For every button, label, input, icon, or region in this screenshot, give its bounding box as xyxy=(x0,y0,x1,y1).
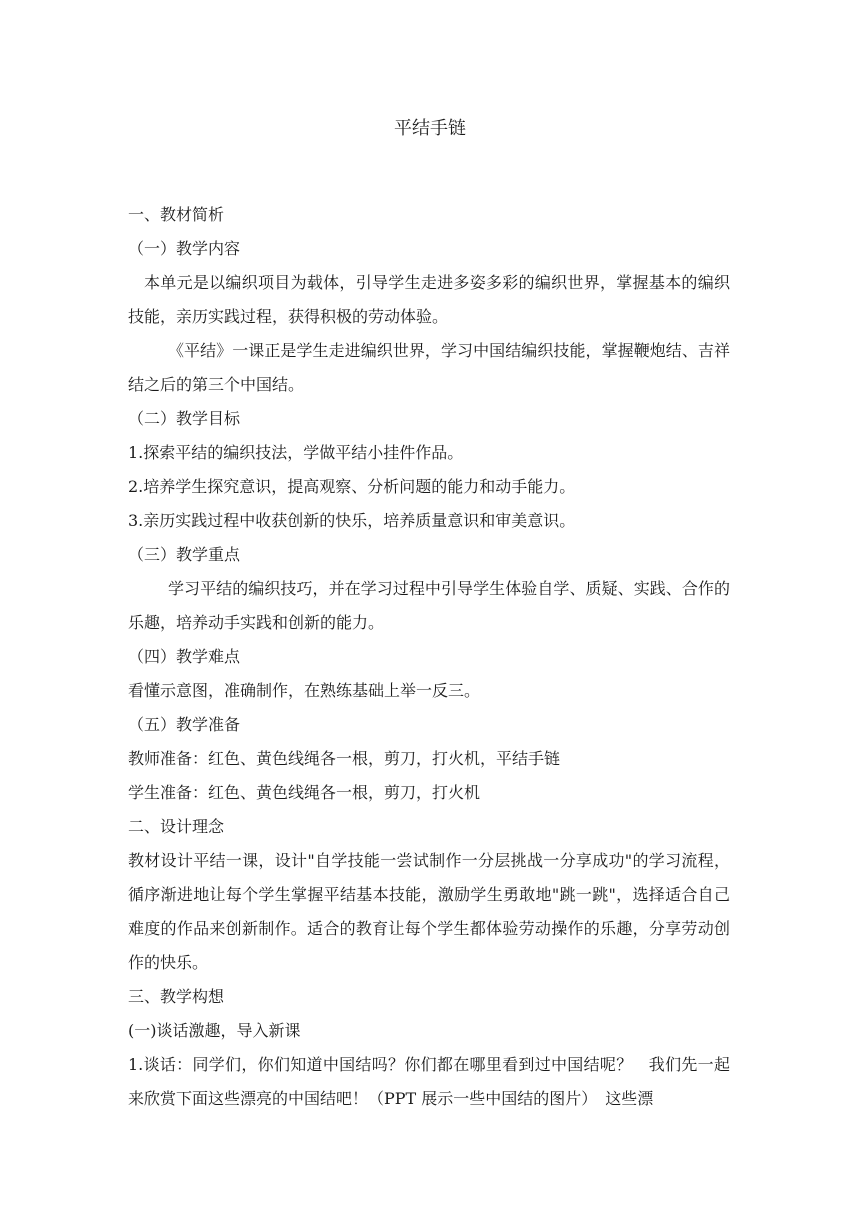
paragraph: 本单元是以编织项目为载体，引导学生走进多姿多彩的编织世界，掌握基本的编织技能，亲历实践过程，获得积极的劳动体验。 xyxy=(128,273,730,326)
subsection-heading: (一)谈话激趣，导入新课 xyxy=(128,1021,301,1040)
paragraph: 看懂示意图，准确制作，在熟练基础上举一反三。 xyxy=(128,681,481,700)
section-heading: 一、教材简析 xyxy=(128,205,225,224)
list-item: 1.探索平结的编织技法，学做平结小挂件作品。 xyxy=(128,443,464,462)
paragraph: 1.谈话：同学们，你们知道中国结吗？你们都在哪里看到过中国结呢？ 我们先一起来欣赏下面这些漂亮的中国结吧！（PPT 展示一些中国结的图片） 这些漂 xyxy=(128,1055,730,1108)
document-body xyxy=(128,198,730,1116)
subsection-heading: （二）教学目标 xyxy=(128,409,241,428)
paragraph: 教材设计平结一课，设计"自学技能一尝试制作一分层挑战一分享成功"的学习流程，循序渐进地让每个学生掌握平结基本技能，激励学生勇敢地"跳一跳"，选择适合自己难度的作品来创新制作。适合的教育让每个学生都体验劳动操作的乐趣，分享劳动创作的快乐。 xyxy=(128,851,730,972)
subsection-heading: （五）教学准备 xyxy=(128,715,241,734)
subsection-heading: （一）教学内容 xyxy=(128,239,241,258)
paragraph: 《平结》一课正是学生走进编织世界，学习中国结编织技能，掌握鞭炮结、吉祥结之后的第三个中国结。 xyxy=(128,341,730,394)
list-item: 教师准备：红色、黄色线绳各一根，剪刀，打火机，平结手链 xyxy=(128,749,561,768)
list-item: 学生准备：红色、黄色线绳各一根，剪刀，打火机 xyxy=(128,783,481,802)
document-title: 平结手链 xyxy=(394,118,466,139)
section-heading: 三、教学构想 xyxy=(128,987,225,1006)
subsection-heading: （四）教学难点 xyxy=(128,647,241,666)
subsection-heading: （三）教学重点 xyxy=(128,545,241,564)
paragraph: 学习平结的编织技巧，并在学习过程中引导学生体验自学、质疑、实践、合作的乐趣，培养动手实践和创新的能力。 xyxy=(128,579,730,632)
section-heading: 二、设计理念 xyxy=(128,817,225,836)
list-item: 2.培养学生探究意识，提高观察、分析问题的能力和动手能力。 xyxy=(128,477,576,496)
list-item: 3.亲历实践过程中收获创新的快乐，培养质量意识和审美意识。 xyxy=(128,511,576,530)
